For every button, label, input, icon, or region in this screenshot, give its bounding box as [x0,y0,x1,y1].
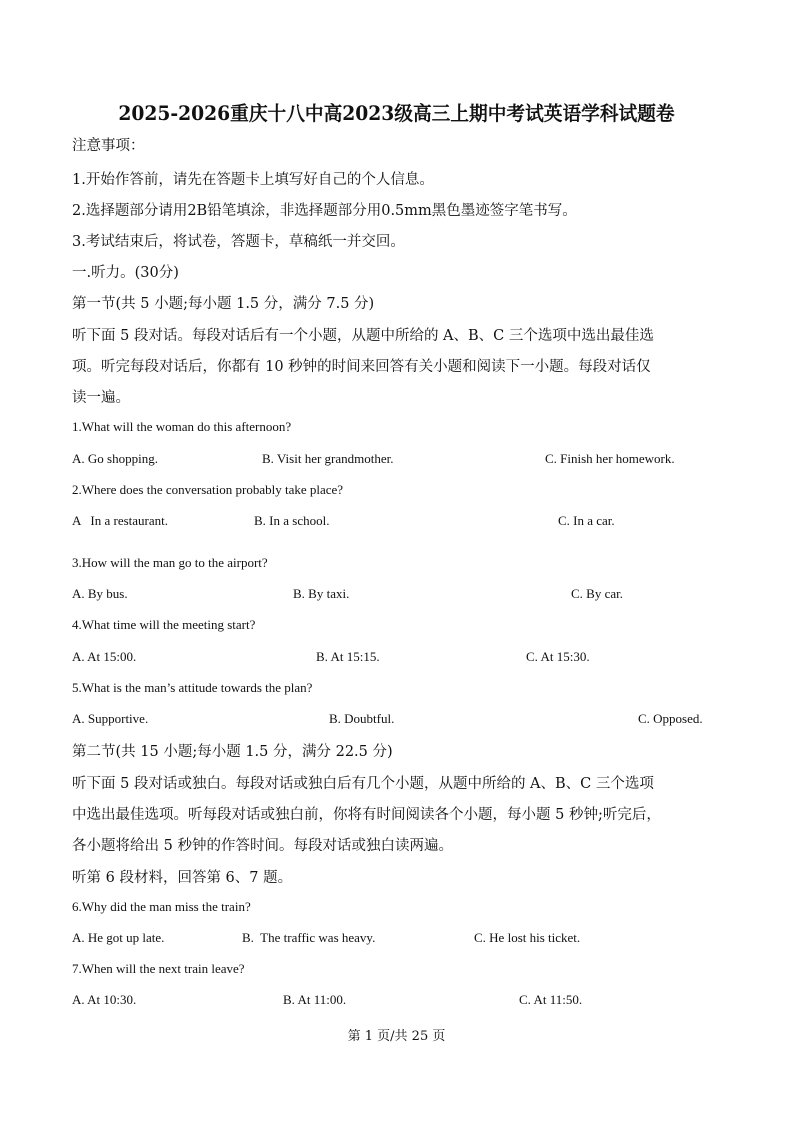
section1-instruction-line: 听下面 5 段对话。每段对话后有一个小题，从题中所给的 A、B、C 三个选项中选出最佳选 [72,328,654,344]
option-a: A. He got up late. [72,930,165,945]
option-b: B. At 15:15. [316,649,380,664]
option-c: C. Opposed. [638,711,703,726]
note-item: 3.考试结束后，将试卷，答题卡，草稿纸一并交回。 [72,234,405,250]
exam-title: 2025-2026重庆十八中高2023级高三上期中考试英语学科试题卷 [118,102,675,125]
section2-instruction-line: 中选出最佳选项。听每段对话或独白前，你将有时间阅读各个小题，每小题 5 秒钟;听完后， [72,807,661,823]
option-c: C. At 15:30. [526,649,590,664]
option-b: B. In a school. [254,513,330,528]
option-c: C. At 11:50. [519,992,583,1007]
question-3: 3.How will the man go to the airport? [72,555,268,570]
section2-instruction-line: 听下面 5 段对话或独白。每段对话或独白后有几个小题，从题中所给的 A、B、C 三个选项 [72,776,654,792]
option-a: A In a restaurant. [72,513,169,528]
note-item: 2.选择题部分请用2B铅笔填涂，非选择题部分用0.5mm黑色墨迹签字笔书写。 [72,203,577,219]
question-1: 1.What will the woman do this afternoon? [72,419,292,434]
option-b: B. Doubtful. [329,711,395,726]
section1-instruction-line: 项。听完每段对话后，你都有 10 秒钟的时间来回答有关小题和阅读下一小题。每段对话仅 [72,359,651,375]
option-a: A. Go shopping. [72,451,158,466]
option-b: B. By taxi. [293,586,350,601]
note-item: 1.开始作答前，请先在答题卡上填写好自己的个人信息。 [72,172,434,188]
material-instruction: 听第 6 段材料，回答第 6、7 题。 [72,870,293,886]
section2-heading: 第二节(共 15 小题;每小题 1.5 分，满分 22.5 分) [72,744,393,760]
option-b: B. At 11:00. [283,992,347,1007]
option-a: A. At 15:00. [72,649,137,664]
option-c: C. Finish her homework. [545,451,675,466]
question-4: 4.What time will the meeting start? [72,617,256,632]
question-7: 7.When will the next train leave? [72,961,245,976]
question-2: 2.Where does the conversation probably take place? [72,482,344,497]
part1-heading: 一.听力。(30分) [72,265,179,281]
option-a: A. At 10:30. [72,992,137,1007]
notes-heading: 注意事项： [72,138,145,154]
page-footer: 第 1 页/共 25 页 [347,1029,446,1044]
question-6: 6.Why did the man miss the train? [72,899,251,914]
option-a: A. By bus. [72,586,128,601]
option-c: C. By car. [571,586,623,601]
section1-heading: 第一节(共 5 小题;每小题 1.5 分，满分 7.5 分) [72,296,375,312]
question-5: 5.What is the man’s attitude towards the plan? [72,680,313,695]
option-b: B. The traffic was heavy. [242,930,376,945]
option-c: C. In a car. [558,513,615,528]
option-b: B. Visit her grandmother. [262,451,394,466]
option-a: A. Supportive. [72,711,149,726]
section1-instruction-line: 读一遍。 [72,390,130,406]
section2-instruction-line: 各小题将给出 5 秒钟的作答时间。每段对话或独白读两遍。 [72,838,453,854]
option-c: C. He lost his ticket. [474,930,581,945]
